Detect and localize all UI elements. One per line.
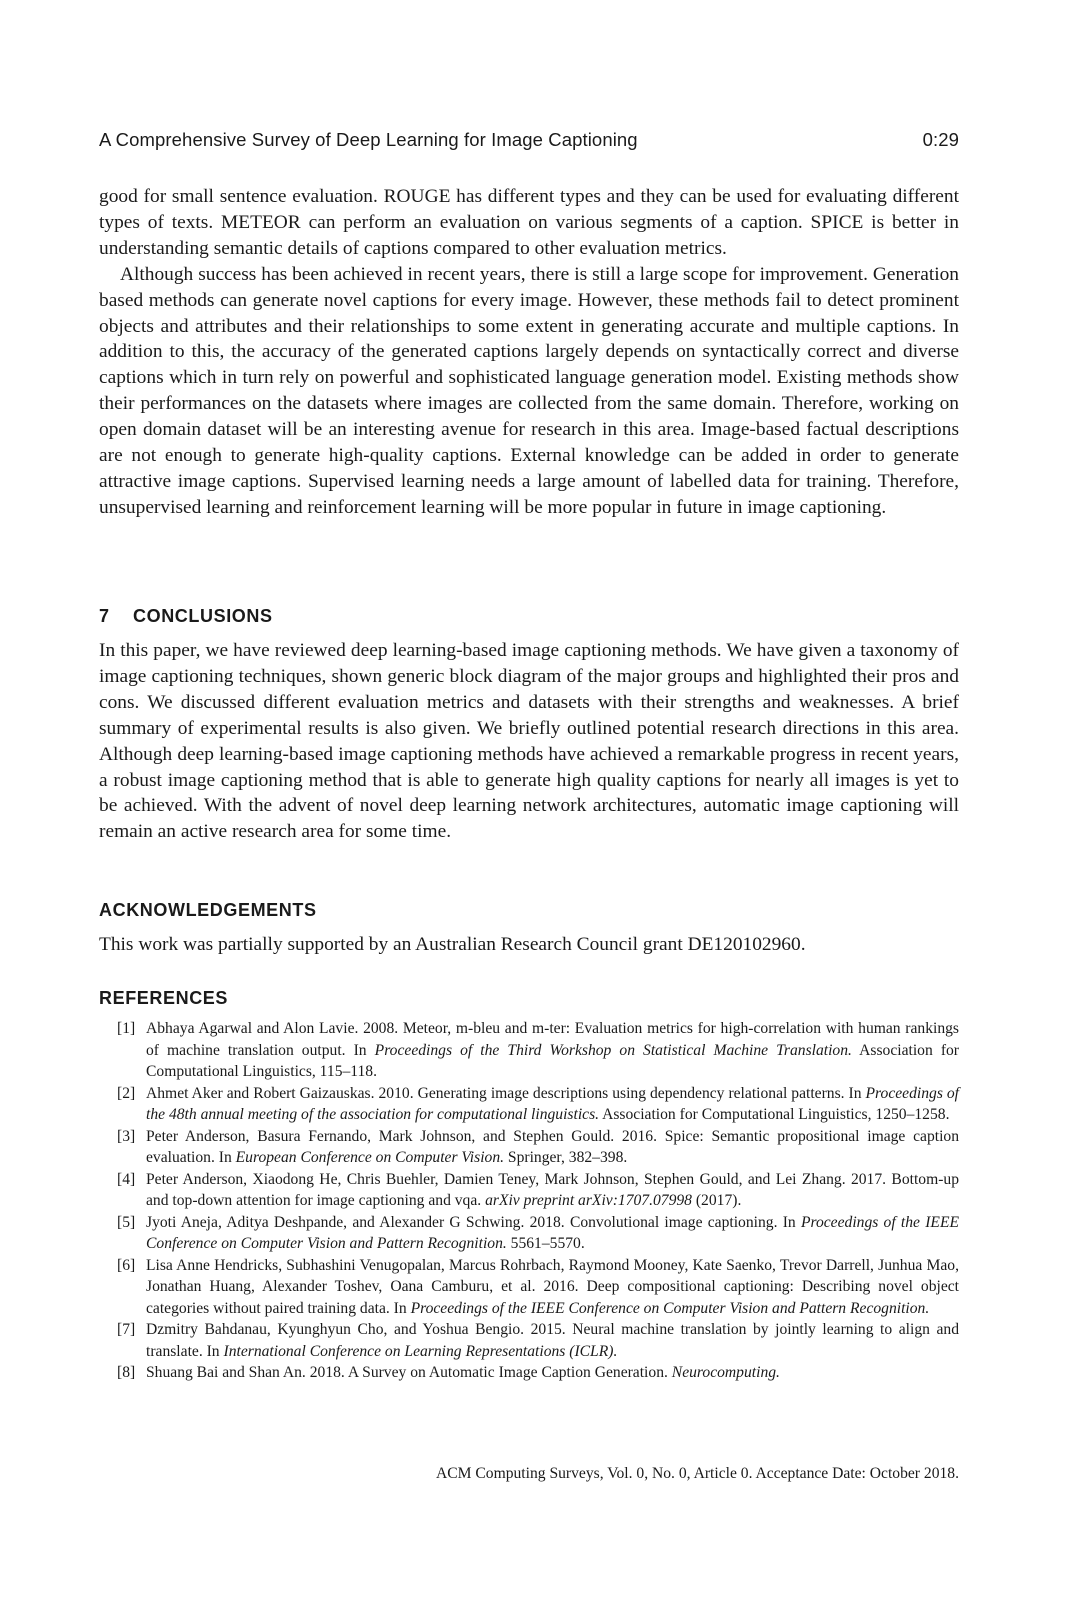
reference-item: [7] Dzmitry Bahdanau, Kyunghyun Cho, and Yoshua Bengio. 2015. Neural machine translation by jointly learning to align and translate. In International Conference on Learning Representations (ICLR). bbox=[117, 1321, 959, 1360]
reference-item: [3] Peter Anderson, Basura Fernando, Mark Johnson, and Stephen Gould. 2016. Spice: Semantic propositional image caption evaluation. In European Conference on Computer Vision. Springer, 382–398. bbox=[117, 1127, 959, 1166]
reference-venue: Neurocomputing. bbox=[671, 1364, 780, 1381]
reference-item: [4] Peter Anderson, Xiaodong He, Chris Buehler, Damien Teney, Mark Johnson, Stephen Gould, and Lei Zhang. 2017. Bottom-up and top-down attention for image captioning and vqa. arXiv preprint arXiv:1707.07998 (2017). bbox=[117, 1170, 959, 1209]
reference-venue: Proceedings of the IEEE Conference on Computer Vision and Pattern Recognition. bbox=[410, 1299, 930, 1317]
section-heading-acknowledgements bbox=[99, 900, 317, 921]
reference-item: [8] Shuang Bai and Shan An. 2018. A Survey on Automatic Image Caption Generation. Neurocomputing. bbox=[99, 1362, 959, 1384]
reference-item: [1] Abhaya Agarwal and Alon Lavie. 2008. Meteor, m-bleu and m-ter: Evaluation metrics for high-correlation with human rankings of machine translation output. In Proceedings of the Third Workshop on Statistical Machine Translation. Association for Computational Linguistics, 115–118. bbox=[117, 1020, 960, 1080]
reference-item: [5] Jyoti Aneja, Aditya Deshpande, and Alexander G Schwing. 2018. Convolutional image captioning. In Proceedings of the IEEE Conference on Computer Vision and Pattern Recognition. 5561–5570. bbox=[117, 1213, 959, 1252]
conclusions-section bbox=[99, 638, 959, 845]
running-title: A Comprehensive Survey of Deep Learning for Image Captioning bbox=[99, 129, 638, 150]
reference-label: [2] bbox=[117, 1084, 136, 1102]
running-header bbox=[99, 129, 959, 153]
section-number: 7 bbox=[99, 606, 110, 626]
reference-item: [2] Ahmet Aker and Robert Gaizauskas. 2010. Generating image descriptions using dependency relational patterns. In Proceedings of the 48th annual meeting of the association for computational linguistics. Association for Computational Linguistics, 1250–1258. bbox=[117, 1084, 959, 1123]
page-footer: ACM Computing Surveys, Vol. 0, No. 0, Article 0. Acceptance Date: October 2018. bbox=[435, 1465, 959, 1482]
paragraph: good for small sentence evaluation. ROUGE has different types and they can be used for evaluating different types of texts. METEOR can perform an evaluation on various segments of a caption. SPICE is better in understanding semantic details of captions compared to other evaluation metrics. bbox=[99, 186, 959, 259]
reference-venue: Proceedings of the Third Workshop on Statistical Machine Translation. bbox=[374, 1041, 852, 1059]
reference-label: [7] bbox=[117, 1321, 136, 1338]
discussion-section bbox=[99, 184, 959, 521]
reference-label: [6] bbox=[117, 1256, 136, 1274]
paragraph: Although success has been achieved in recent years, there is still a large scope for improvement. Generation based methods can generate novel captions for every image. However, these methods fail to detect prominent objects and attributes and their relationships to some extent in generating accurate and multiple captions. In addition to this, the accuracy of the generated captions largely depends on syntactically correct and diverse captions which in turn rely on powerful and sophisticated language generation model. Existing methods show their performances on the datasets where images are collected from the same domain. Therefore, working on open domain dataset will be an interesting avenue for research in this area. Image-based factual descriptions are not enough to generate high-quality captions. External knowledge can be added in order to generate attractive image captions. Supervised learning needs a large amount of labelled data for training. Therefore, unsupervised learning and reinforcement learning will be more popular in future in image captioning. bbox=[99, 263, 959, 518]
reference-label: [8] bbox=[117, 1364, 136, 1381]
reference-venue: Proceedings of the IEEE Conference on Computer Vision and Pattern Recognition. bbox=[146, 1213, 959, 1252]
page-number: 0:29 bbox=[922, 129, 959, 150]
paragraph: This work was partially supported by an Australian Research Council grant DE120102960. bbox=[99, 934, 806, 955]
reference-label: [4] bbox=[117, 1170, 136, 1188]
reference-list bbox=[99, 1018, 959, 1384]
section-title: CONCLUSIONS bbox=[133, 606, 273, 626]
section-heading-references bbox=[99, 988, 228, 1009]
reference-label: [5] bbox=[117, 1213, 136, 1231]
reference-item: [6] Lisa Anne Hendricks, Subhashini Venugopalan, Marcus Rohrbach, Raymond Mooney, Kate Saenko, Trevor Darrell, Junhua Mao, Jonathan Huang, Alexander Toshev, Oana Camburu, et al. 2016. Deep compositional captioning: Describing novel object categories without paired training data. In Proceedings of the IEEE Conference on Computer Vision and Pattern Recognition. bbox=[117, 1256, 959, 1317]
reference-venue: arXiv preprint arXiv:1707.07998 bbox=[485, 1192, 692, 1209]
reference-venue: International Conference on Learning Representations (ICLR). bbox=[223, 1342, 618, 1360]
reference-venue: European Conference on Computer Vision. bbox=[235, 1149, 505, 1166]
paragraph: In this paper, we have reviewed deep learning-based image captioning methods. We have given a taxonomy of image captioning techniques, shown generic block diagram of the major groups and highlighted their pros and cons. We discussed different evaluation metrics and datasets with their strengths and weaknesses. A brief summary of experimental results is also given. We briefly outlined potential research directions in this area. Although deep learning-based image captioning methods have achieved a remarkable progress in recent years, a robust image captioning method that is able to generate high quality captions for nearly all images is yet to be achieved. With the advent of novel deep learning network architectures, automatic image captioning will remain an active research area for some time. bbox=[99, 640, 959, 843]
acknowledgements-section bbox=[99, 932, 959, 958]
reference-venue: Proceedings of the 48th annual meeting of the association for computational linguistics. bbox=[146, 1084, 959, 1123]
section-heading-conclusions bbox=[99, 606, 273, 627]
section-title: REFERENCES bbox=[99, 988, 229, 1008]
reference-label: [3] bbox=[117, 1127, 136, 1145]
reference-label: [1] bbox=[117, 1020, 136, 1037]
section-title: ACKNOWLEDGEMENTS bbox=[99, 900, 317, 920]
